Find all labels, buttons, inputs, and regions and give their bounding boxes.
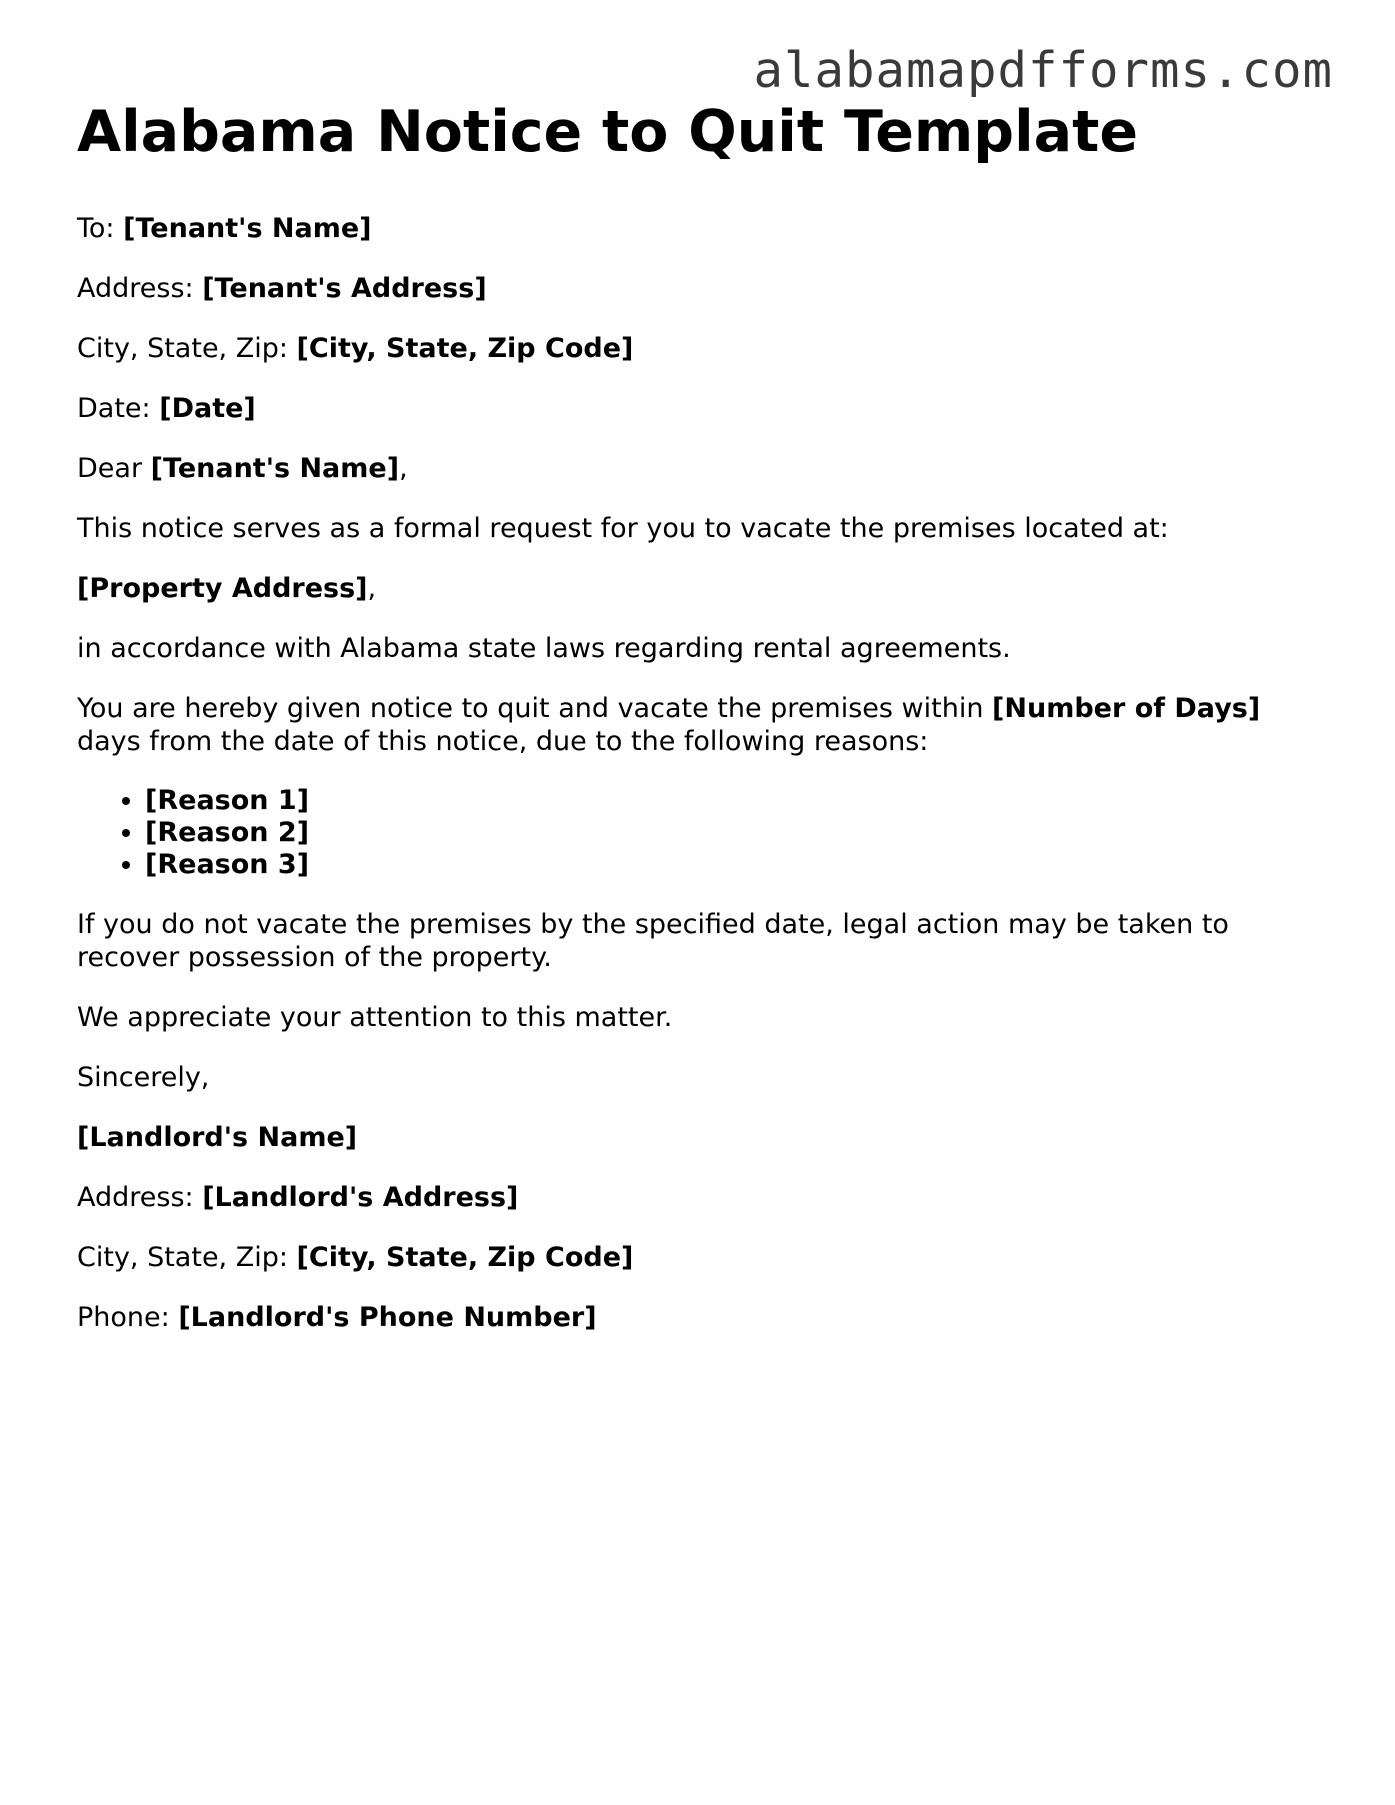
recipient-address-value: [Tenant's Address] [202,273,487,304]
greeting [77,452,1317,485]
landlord-city-value: [City, State, Zip Code] [296,1242,634,1273]
greeting-prefix: Dear [77,453,143,484]
notice-document [77,96,1317,1361]
notice-date [77,392,1317,425]
property-suffix: , [367,573,377,604]
landlord-address [77,1181,1317,1214]
recipient-city-value: [City, State, Zip Code] [296,333,634,364]
notice-suffix: days from the date of this notice, due to the following reasons: [77,726,929,757]
landlord-phone-label: Phone: [77,1302,170,1333]
property-line [77,572,1317,605]
greeting-name: [Tenant's Name] [150,453,400,484]
recipient-to [77,212,1317,245]
notice-date-label: Date: [77,393,151,424]
landlord-phone-value: [Landlord's Phone Number] [178,1302,597,1333]
reasons-list [77,785,1317,881]
list-item: • [Reason 1] [145,785,1317,817]
landlord-name: [Landlord's Name] [77,1122,358,1153]
recipient-to-label: To: [77,213,115,244]
landlord-city-label: City, State, Zip: [77,1242,288,1273]
warning-paragraph: If you do not vacate the premises by the specified date, legal action may be taken to recover possession of the property. [77,909,1229,973]
notice-days: [Number of Days] [992,693,1261,724]
property-address: [Property Address] [77,573,368,604]
recipient-address [77,272,1317,305]
closing: Sincerely, [77,1062,210,1093]
notice-paragraph [77,692,1317,758]
law-paragraph: in accordance with Alabama state laws regarding rental agreements. [77,633,1011,664]
landlord-address-value: [Landlord's Address] [202,1182,519,1213]
recipient-city-label: City, State, Zip: [77,333,288,364]
notice-prefix: You are hereby given notice to quit and vacate the premises within [77,693,984,724]
appreciation-paragraph: We appreciate your attention to this matter. [77,1002,673,1033]
list-item: • [Reason 3] [145,849,1317,881]
page-title: Alabama Notice to Quit Template [77,99,1139,165]
recipient-address-label: Address: [77,273,194,304]
site-watermark: alabamapdfforms.com [753,42,1333,99]
landlord-name-line [77,1121,1317,1154]
greeting-suffix: , [399,453,408,484]
recipient-to-value: [Tenant's Name] [123,213,372,244]
landlord-phone [77,1301,1317,1334]
list-item: • [Reason 2] [145,817,1317,849]
landlord-city [77,1241,1317,1274]
landlord-address-label: Address: [77,1182,194,1213]
intro-paragraph: This notice serves as a formal request for you to vacate the premises located at: [77,513,1169,544]
notice-date-value: [Date] [159,393,256,424]
recipient-city [77,332,1317,365]
